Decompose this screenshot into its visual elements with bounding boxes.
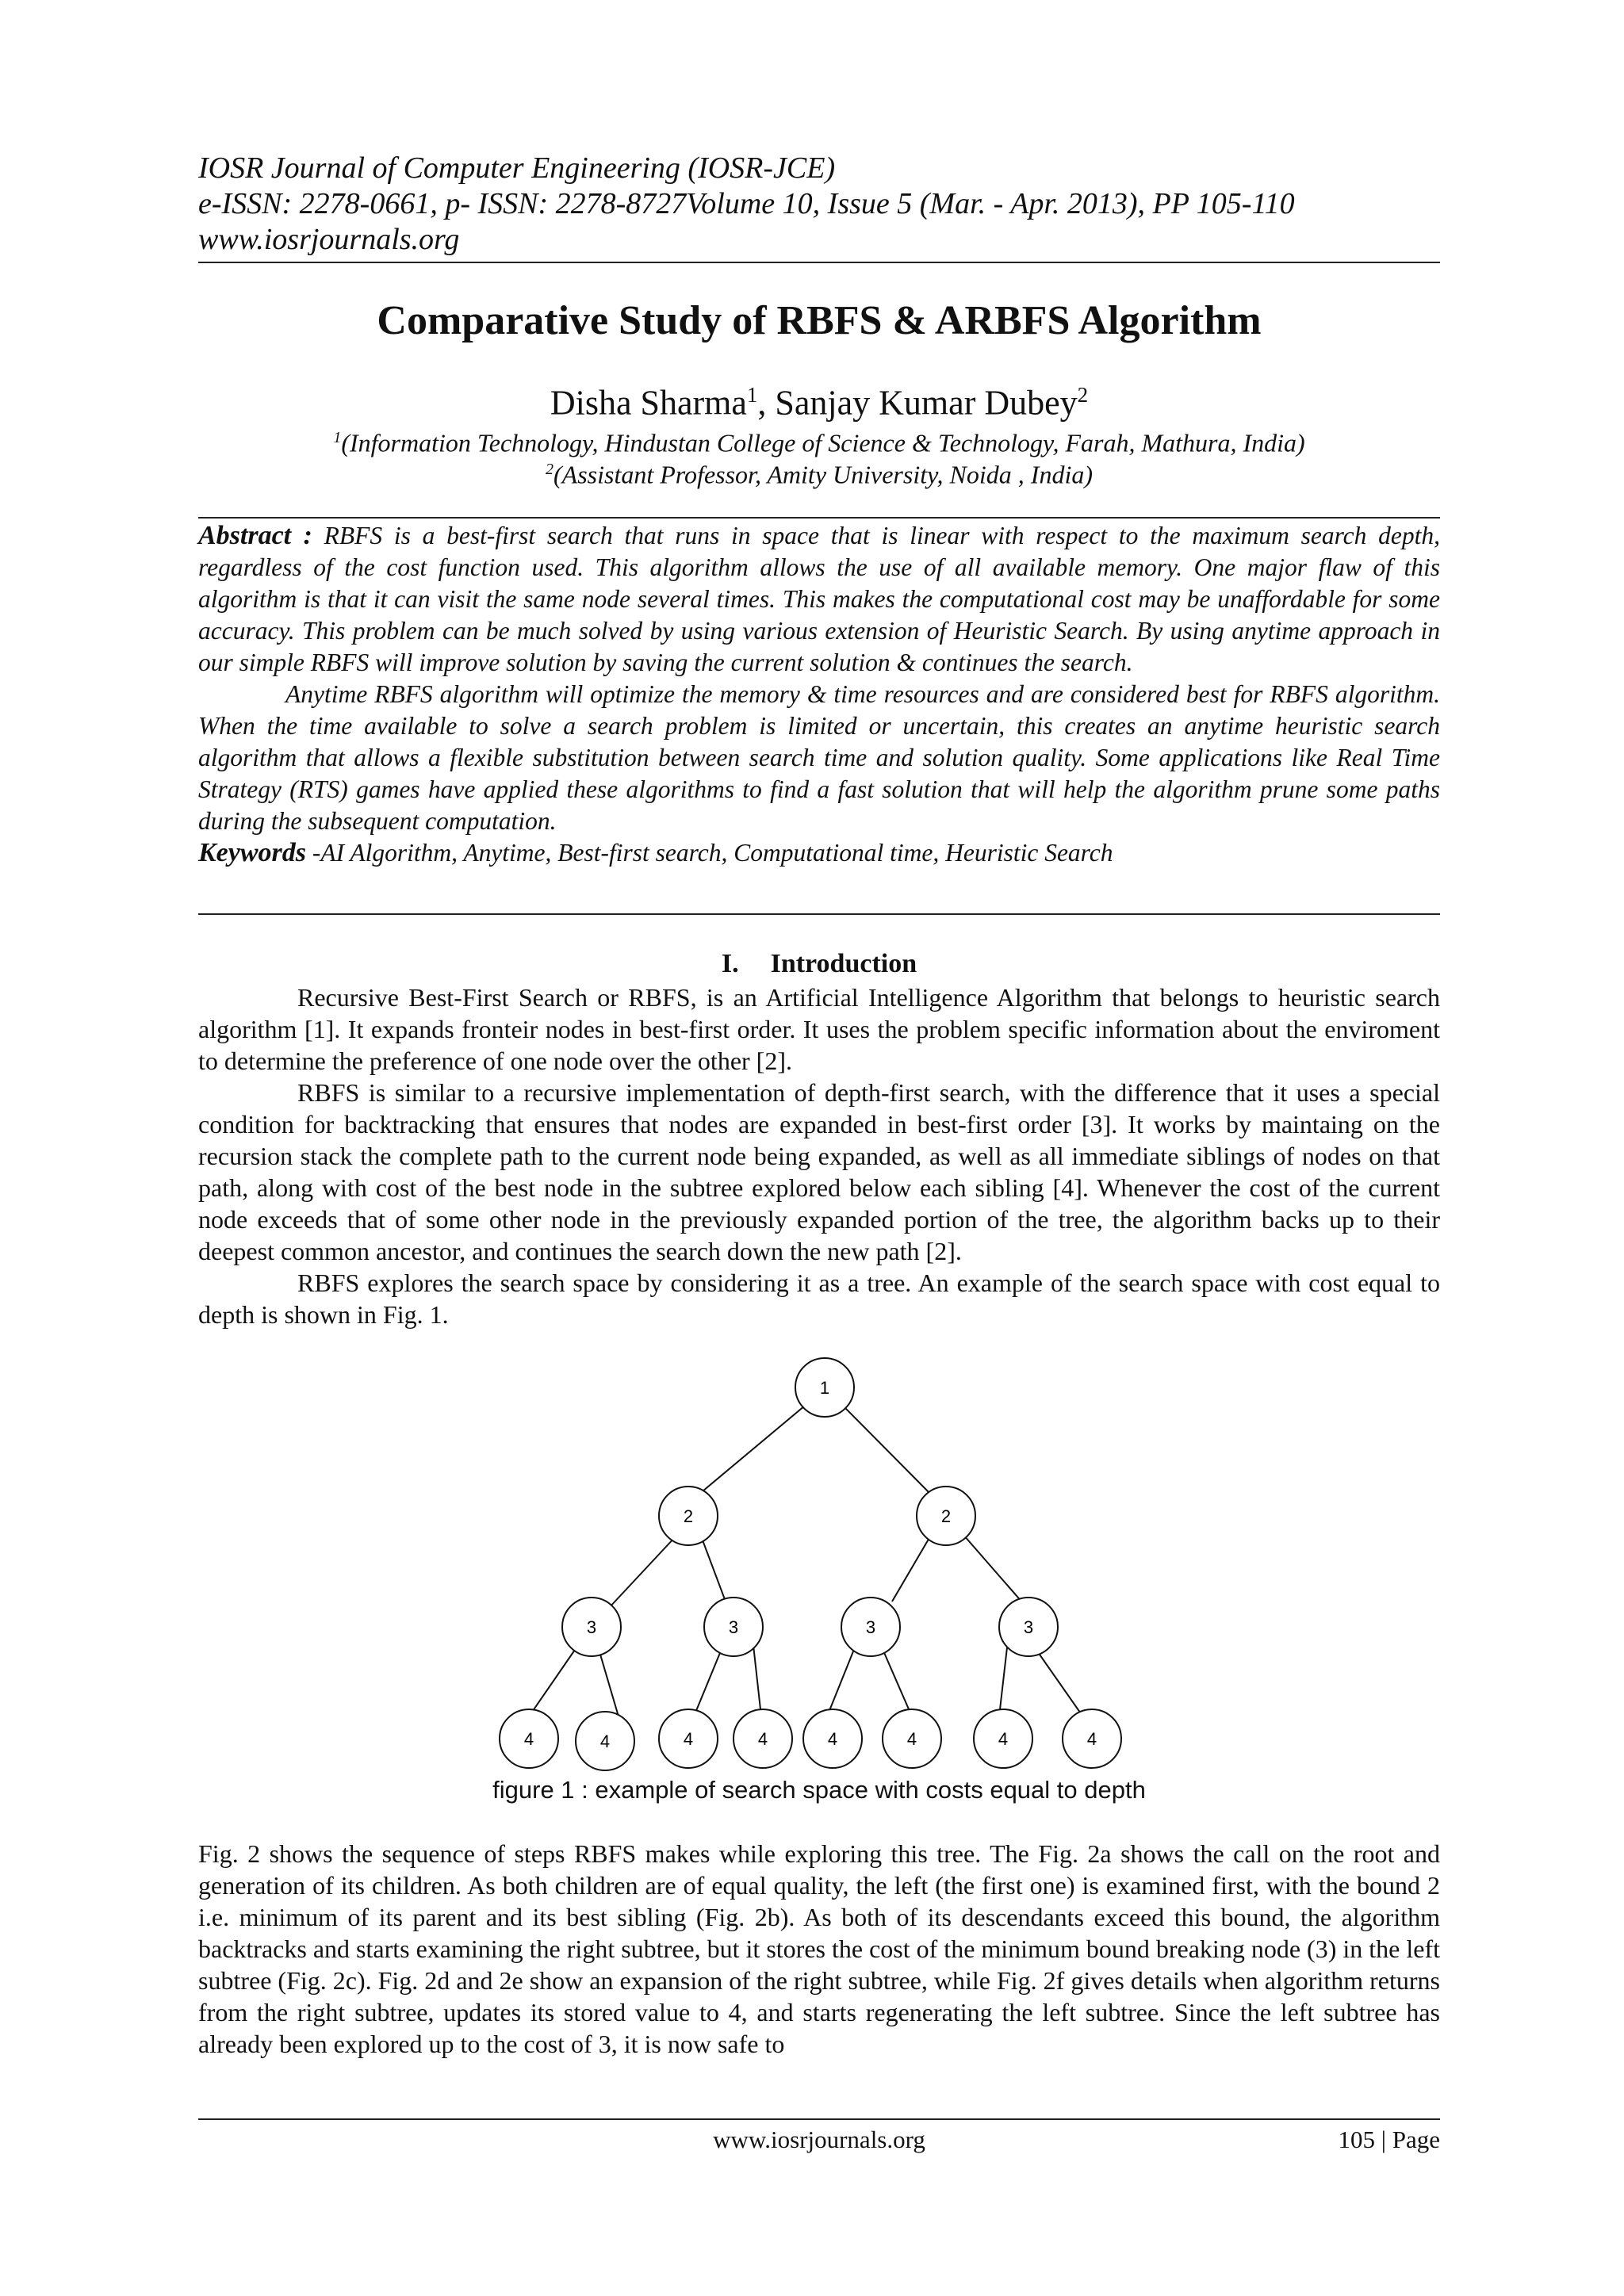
intro-paragraph-2: RBFS is similar to a recursive implementation of depth-first search, with the difference that it uses a special condition for backtracking that ensures that nodes are expanded in best-first order [3]. It works by maintaing on the recursion stack the complete path to the current node being expanded, as well as all immediate siblings of nodes on that path, along with cost of the best node in the subtree explored below each sibling [4]. Whenever the cost of the current node exceeds that of some other node in the previously expanded portion of the tree, the algorithm backs up to their deepest common ancestor, and continues the search down the new path [2]. [198, 1078, 1440, 1265]
post-figure-paragraph: Fig. 2 shows the sequence of steps RBFS makes while exploring this tree. The Fig. 2a shows the call on the root and generation of its children. As both children are of equal quality, the left (the first one) is examined first, with the bound 2 i.e. minimum of its parent and its best sibling (Fig. 2b). As both of its descendants exceed this bound, the algorithm backtracks and starts examining the right subtree, but it stores the cost of the minimum bound breaking node (3) in the left subtree (Fig. 2c). Fig. 2d and 2e show an expansion of the right subtree, while Fig. 2f gives details when algorithm returns from the right subtree, updates its stored value to 4, and starts regenerating the left subtree. Since the left subtree has already been explored up to the cost of 3, it is now safe to [198, 1839, 1440, 2058]
node-label: 3 [865, 1617, 876, 1637]
section-number: I. [721, 949, 739, 978]
tree-edge [843, 1406, 932, 1495]
node-label: 3 [586, 1617, 597, 1637]
tree-edge [527, 1647, 576, 1719]
tree-node-l3-3 [841, 1598, 900, 1656]
node-label: 4 [827, 1729, 838, 1749]
node-label: 4 [998, 1729, 1009, 1749]
tree-edge [698, 1406, 805, 1495]
tree-node-root [795, 1358, 854, 1417]
author-2-sup: 2 [1077, 383, 1089, 407]
author-separator: , [757, 383, 776, 423]
section-title: Introduction [770, 949, 917, 978]
tree-edge [599, 1649, 619, 1716]
journal-website: www.iosrjournals.org [198, 223, 460, 256]
footer-rule [198, 2118, 1440, 2120]
footer-page-number: 105 | Page [1338, 2126, 1440, 2153]
tree-edge [702, 1538, 726, 1601]
tree-edge [827, 1647, 855, 1716]
intro-paragraph-1: Recursive Best-First Search or RBFS, is an Artificial Intelligence Algorithm that belongs to heuristic search algorithm [1]. It expands fronteir nodes in best-first order. It uses the problem specific information about the enviroment to determine the preference of one node over the other [2]. [198, 983, 1440, 1075]
tree-edge [999, 1647, 1007, 1716]
node-label: 4 [599, 1732, 611, 1751]
author-1: Disha Sharma [550, 383, 747, 423]
journal-name: IOSR Journal of Computer Engineering (IOSR-JCE) [198, 151, 836, 185]
keywords-label: Keywords [198, 838, 306, 867]
node-label: 3 [1023, 1617, 1034, 1637]
tree-edge [1032, 1644, 1084, 1718]
figure-1-caption: figure 1 : example of search space with costs equal to depth [492, 1776, 1146, 1804]
node-label: 4 [906, 1729, 917, 1749]
node-label: 1 [819, 1378, 830, 1398]
paper-title: Comparative Study of RBFS & ARBFS Algorithm [377, 298, 1262, 343]
node-label: 4 [523, 1729, 534, 1749]
intro-paragraph-3: RBFS explores the search space by considering it as a tree. An example of the search space with cost equal to depth is shown in Fig. 1. [198, 1269, 1440, 1329]
tree-node-l4-7 [974, 1709, 1032, 1768]
abstract-paragraph-2: Anytime RBFS algorithm will optimize the memory & time resources and are considered best for RBFS algorithm. When the time available to solve a search problem is limited or uncertain, this creates an anytime heuristic search algorithm that allows a flexible substitution between search time and solution quality. Some applications like Real Time Strategy (RTS) games have applied these algorithms to find a fast solution that will help the algorithm prune some paths during the subsequent computation. [198, 680, 1440, 835]
tree-node-l4-6 [883, 1709, 941, 1768]
tree-node-l4-5 [803, 1709, 862, 1768]
affiliation-1-sup: 1 [333, 429, 342, 446]
abstract-label: Abstract : [198, 521, 312, 550]
tree-node-l2-1 [659, 1487, 718, 1545]
tree-node-l4-3 [659, 1709, 718, 1768]
tree-node-l4-4 [733, 1709, 792, 1768]
node-label: 4 [757, 1729, 768, 1749]
affiliation-2-sup: 2 [546, 461, 553, 478]
tree-edge [609, 1536, 676, 1608]
tree-node-l3-1 [562, 1598, 621, 1656]
affiliation-2-text: (Assistant Professor, Amity University, Noida , India) [553, 460, 1093, 489]
tree-node-l3-2 [704, 1598, 763, 1656]
tree-node-l4-1 [500, 1709, 558, 1768]
keywords-text: -AI Algorithm, Anytime, Best-first search, Computational time, Heuristic Search [306, 839, 1113, 867]
node-label: 2 [683, 1506, 694, 1526]
tree-node-l3-4 [999, 1598, 1058, 1656]
tree-nodes [500, 1358, 1121, 1770]
tree-edge [694, 1649, 722, 1716]
journal-issn: e-ISSN: 2278-0661, p- ISSN: 2278-8727Volume 10, Issue 5 (Mar. - Apr. 2013), PP 105-110 [198, 187, 1295, 220]
tree-edges [527, 1406, 1084, 1719]
node-label: 2 [940, 1506, 952, 1526]
tree-edge [963, 1535, 1023, 1603]
node-label: 3 [728, 1617, 739, 1637]
tree-node-l4-2 [576, 1712, 634, 1770]
author-2: Sanjay Kumar Dubey [775, 383, 1078, 423]
affiliation-1-text: (Information Technology, Hindustan College of Science & Technology, Farah, Mathura, India) [341, 428, 1305, 457]
author-1-sup: 1 [746, 383, 758, 407]
post-figure-body [198, 1838, 1440, 2060]
tree-edge [892, 1536, 930, 1601]
node-label: 4 [1086, 1729, 1097, 1749]
tree-edge [883, 1649, 912, 1716]
tree-edge [753, 1645, 761, 1716]
node-label: 4 [683, 1729, 694, 1749]
tree-node-l2-2 [917, 1487, 975, 1545]
footer-website: www.iosrjournals.org [713, 2126, 925, 2153]
tree-node-l4-8 [1063, 1709, 1121, 1768]
abstract-text-1: RBFS is a best-first search that runs in space that is linear with respect to the maximum search depth, regardless of the cost function used. This algorithm allows the use of all available memory. One major flaw of this algorithm is that it can visit the same node several times. This makes the computational cost may be unaffordable for some accuracy. This problem can be much solved by using various extension of Heuristic Search. By using anytime approach in our simple RBFS will improve solution by saving the current solution & continues the search. [198, 522, 1441, 676]
